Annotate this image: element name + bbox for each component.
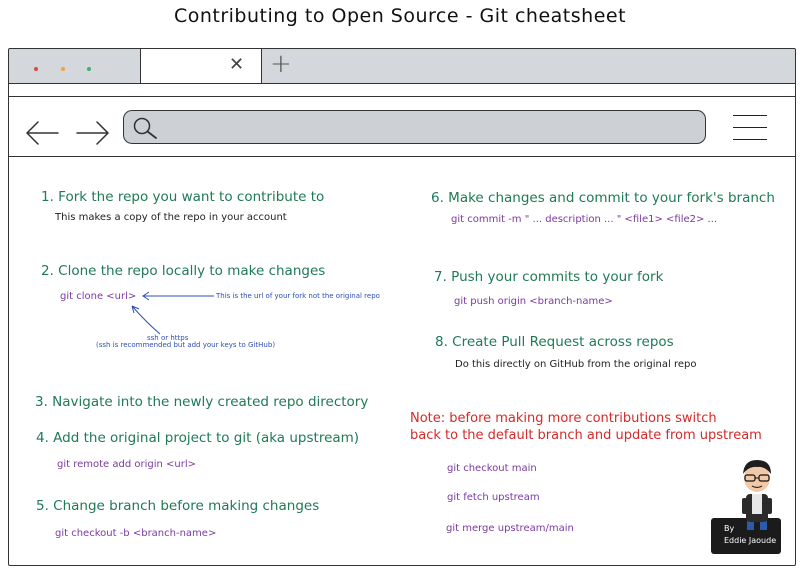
step-5-command: git checkout -b <branch-name>: [55, 528, 217, 539]
url-bar[interactable]: [123, 110, 706, 144]
step-1-heading: 1. Fork the repo you want to contribute to: [41, 189, 325, 205]
step-7-command: git push origin <branch-name>: [454, 296, 613, 307]
step-4-heading: 4. Add the original project to git (aka upstream): [36, 430, 360, 446]
url-note: This is the url of your fork not the original repo: [216, 292, 380, 300]
step-2-heading: 2. Clone the repo locally to make changes: [41, 263, 326, 279]
note-line-2: back to the default branch and update from upstream: [410, 428, 762, 443]
forward-arrow-icon[interactable]: [75, 118, 111, 148]
note-line-1: Note: before making more contributions switch: [410, 411, 717, 426]
toolbar-top-line: [9, 96, 795, 97]
step-8-description: Do this directly on GitHub from the original repo: [455, 359, 697, 370]
step-6-command: git commit -m " ... description ... " <file1> <file2> ...: [451, 214, 718, 225]
step-1-description: This makes a copy of the repo in your account: [55, 212, 287, 223]
step-2-command: git clone <url>: [60, 291, 137, 302]
step-7-heading: 7. Push your commits to your fork: [434, 269, 664, 285]
back-arrow-icon[interactable]: [24, 118, 60, 148]
step-4-command: git remote add origin <url>: [57, 459, 197, 470]
minimize-dot-icon[interactable]: [61, 67, 65, 71]
step-5-heading: 5. Change branch before making changes: [36, 498, 320, 514]
close-dot-icon[interactable]: [34, 67, 38, 71]
note-command-fetch: git fetch upstream: [447, 492, 540, 503]
step-8-heading: 8. Create Pull Request across repos: [435, 334, 674, 350]
page-title: Contributing to Open Source - Git cheatsheet: [173, 5, 627, 27]
note-command-merge: git merge upstream/main: [446, 523, 574, 534]
author-badge-name: Eddie Jaoude: [724, 536, 777, 545]
step-3-heading: 3. Navigate into the newly created repo directory: [35, 394, 369, 410]
ssh-note-detail: (ssh is recommended but add your keys to GitHub): [96, 341, 276, 349]
tab-divider: [9, 83, 795, 84]
toolbar-bottom-line: [9, 156, 795, 157]
search-icon: [131, 116, 159, 140]
new-tab-icon[interactable]: +: [270, 49, 292, 79]
author-avatar: [736, 456, 780, 530]
note-command-checkout: git checkout main: [447, 463, 537, 474]
maximize-dot-icon[interactable]: [87, 67, 91, 71]
close-tab-icon[interactable]: ✕: [229, 54, 245, 75]
ssh-note-title: ssh or https: [147, 334, 189, 342]
step-6-heading: 6. Make changes and commit to your fork's branch: [431, 190, 775, 206]
author-badge-by: By: [724, 524, 735, 533]
